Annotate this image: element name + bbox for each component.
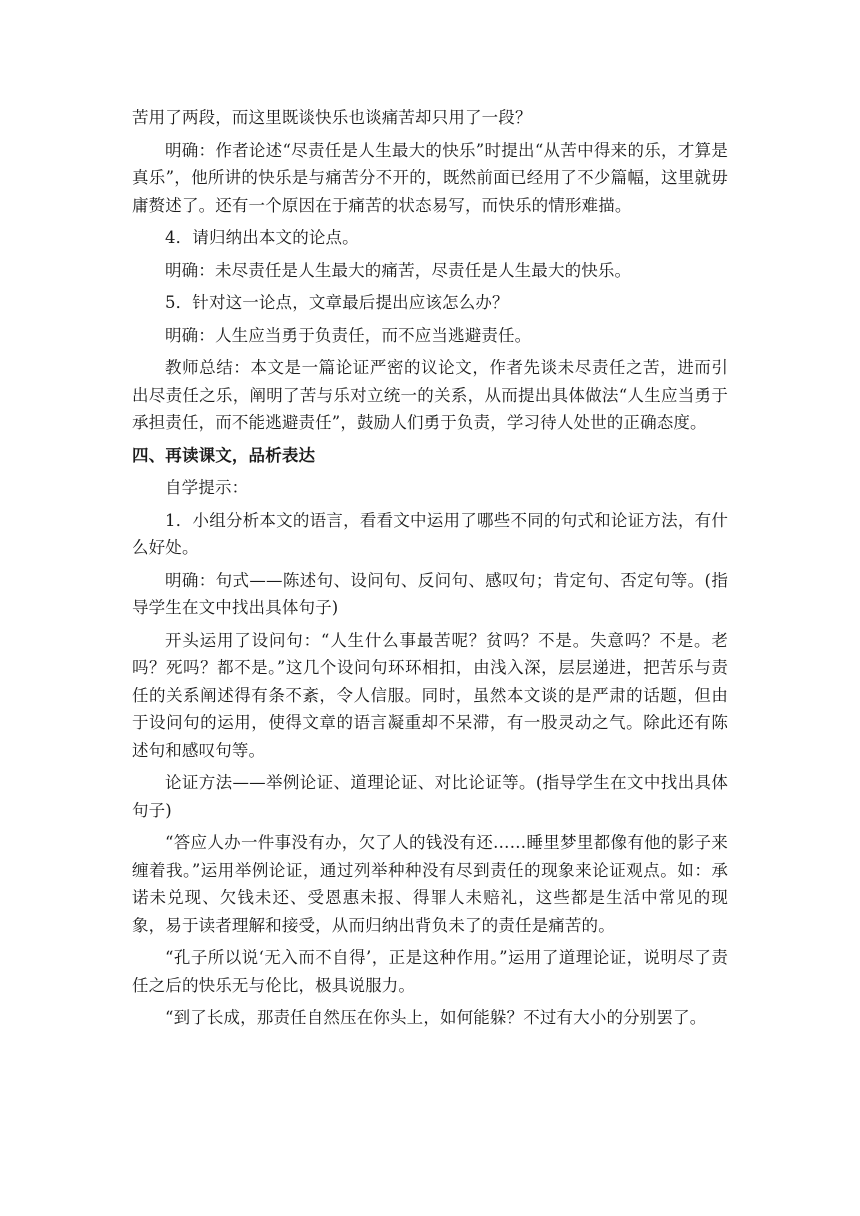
document-page [132, 104, 728, 1037]
argument-methods: 论证方法——举例论证、道理论证、对比论证等。(指导学生在文中找出具体句子) [132, 773, 728, 820]
teacher-summary: 教师总结：本文是一篇论证严密的议论文，作者先谈未尽责任之苦，进而引出尽责任之乐，阐明了苦与乐对立统一的关系，从而提出具体做法“人生应当勇于承担责任，而不能逃避责任”，鼓励人们勇于负责，学习待人处世的正确态度。 [132, 358, 728, 432]
section-heading: 四、再读课文，品析表达 [132, 445, 316, 465]
question-1: 1．小组分析本文的语言，看看文中运用了哪些不同的句式和论证方法，有什么好处。 [132, 510, 728, 557]
answer-4: 明确：未尽责任是人生最大的痛苦，尽责任是人生最大的快乐。 [165, 260, 632, 280]
question-5: 5．针对这一论点，文章最后提出应该怎么办？ [165, 293, 509, 312]
answer-paragraph: 明确：作者论述“尽责任是人生最大的快乐”时提出“从苦中得来的乐，才算是真乐”，他所讲的快乐是与痛苦分不开的，既然前面已经用了不少篇幅，这里就毋庸赘述了。还有一个原因在于痛苦的状态易写，而快乐的情形难描。 [132, 140, 728, 215]
rhetorical-question-analysis: 开头运用了设问句：“人生什么事最苦呢？贫吗？不是。失意吗？不是。老吗？死吗？都不是。”这几个设问句环环相扣，由浅入深，层层递进，把苦乐与责任的关系阐述得有条不紊，令人信服。同时，虽然本文谈的是严肃的话题，但由于设问句的运用，使得文章的语言凝重却不呆滞，有一股灵动之气。除此还有陈述句和感叹句等。 [132, 630, 728, 760]
reasoning-argument: “孔子所以说‘无入而不自得’，正是这种作用。”运用了道理论证，说明尽了责任之后的快乐无与伦比，极具说服力。 [132, 948, 728, 995]
self-study-prompt: 自学提示： [165, 478, 249, 497]
question-4: 4．请归纳出本文的论点。 [165, 228, 359, 247]
quote-paragraph: “到了长成，那责任自然压在你头上，如何能躲？不过有大小的分别罢了。 [165, 1008, 707, 1027]
answer-sentence-types: 明确：句式——陈述句、设问句、反问句、感叹句；肯定句、否定句等。(指导学生在文中找出具体句子) [132, 570, 728, 617]
answer-5: 明确：人生应当勇于负责任，而不应当逃避责任。 [165, 325, 532, 345]
paragraph-continuation: 苦用了两段，而这里既谈快乐也谈痛苦却只用了一段？ [132, 108, 532, 127]
example-argument: “答应人办一件事没有办，欠了人的钱没有还……睡里梦里都像有他的影子来缠着我。”运用举例论证，通过列举种种没有尽到责任的现象来论证观点。如：承诺未兑现、欠钱未还、受恩惠未报、得罪人未赔礼，这些都是生活中常见的现象，易于读者理解和接受，从而归纳出背负未了的责任是痛苦的。 [132, 833, 728, 935]
